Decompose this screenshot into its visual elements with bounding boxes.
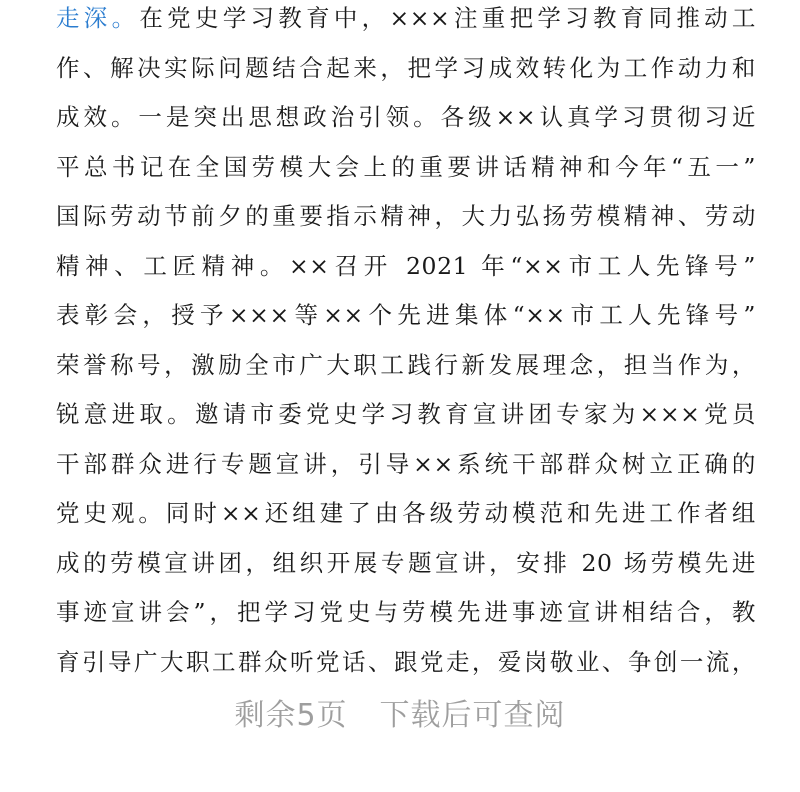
line-text: 国际劳动节前夕的重要指示精神，大力弘扬劳模精神、劳动 [56, 202, 756, 230]
download-prompt[interactable] [0, 690, 800, 734]
document-body [56, 0, 756, 687]
line-text: 作、解决实际问题结合起来，把学习成效转化为工作动力和 [56, 53, 756, 82]
text-line [56, 44, 756, 94]
text-line [56, 539, 756, 589]
line-text: 成的劳模宣讲团，组织开展专题宣讲，安排 20 场劳模先进 [56, 548, 756, 577]
line-text: 锐意进取。邀请市委党史学习教育宣讲团专家为×××党员 [56, 400, 756, 428]
download-to-view-text[interactable]: 下载后可查阅 [379, 698, 566, 733]
line-text: 表彰会，授予×××等××个先进集体“××市工人先锋号” [56, 301, 756, 329]
text-line [56, 0, 756, 44]
line-text: 在党史学习教育中，×××注重把学习教育同推动工 [139, 4, 756, 32]
text-line [56, 440, 756, 490]
line-text: 党史观。同时××还组建了由各级劳动模范和先进工作者组 [56, 499, 756, 527]
text-line [56, 192, 756, 242]
text-line [56, 143, 756, 193]
line-text: 干部群众进行专题宣讲，引导××系统干部群众树立正确的 [56, 449, 756, 478]
text-line [56, 242, 756, 292]
text-line [56, 291, 756, 341]
text-line [56, 638, 756, 688]
text-line [56, 489, 756, 539]
line-text: 育引导广大职工群众听党话、跟党走，爱岗敬业、争创一流， [56, 647, 756, 676]
line-text: 事迹宣讲会”，把学习党史与劳模先进事迹宣讲相结合，教 [56, 598, 756, 626]
remaining-pages-text: 剩余5页 [234, 698, 348, 733]
line-text: 荣誉称号，激励全市广大职工践行新发展理念，担当作为， [56, 350, 756, 379]
line-text: 平总书记在全国劳模大会上的重要讲话精神和今年“五一” [56, 152, 756, 181]
highlighted-heading-text: 走深。 [56, 4, 140, 32]
line-text: 精神、工匠精神。××召开 2021 年“××市工人先锋号” [56, 251, 756, 280]
text-line [56, 588, 756, 638]
line-text: 成效。一是突出思想政治引领。各级××认真学习贯彻习近 [56, 103, 756, 131]
text-line [56, 390, 756, 440]
text-line [56, 341, 756, 391]
text-line [56, 93, 756, 143]
